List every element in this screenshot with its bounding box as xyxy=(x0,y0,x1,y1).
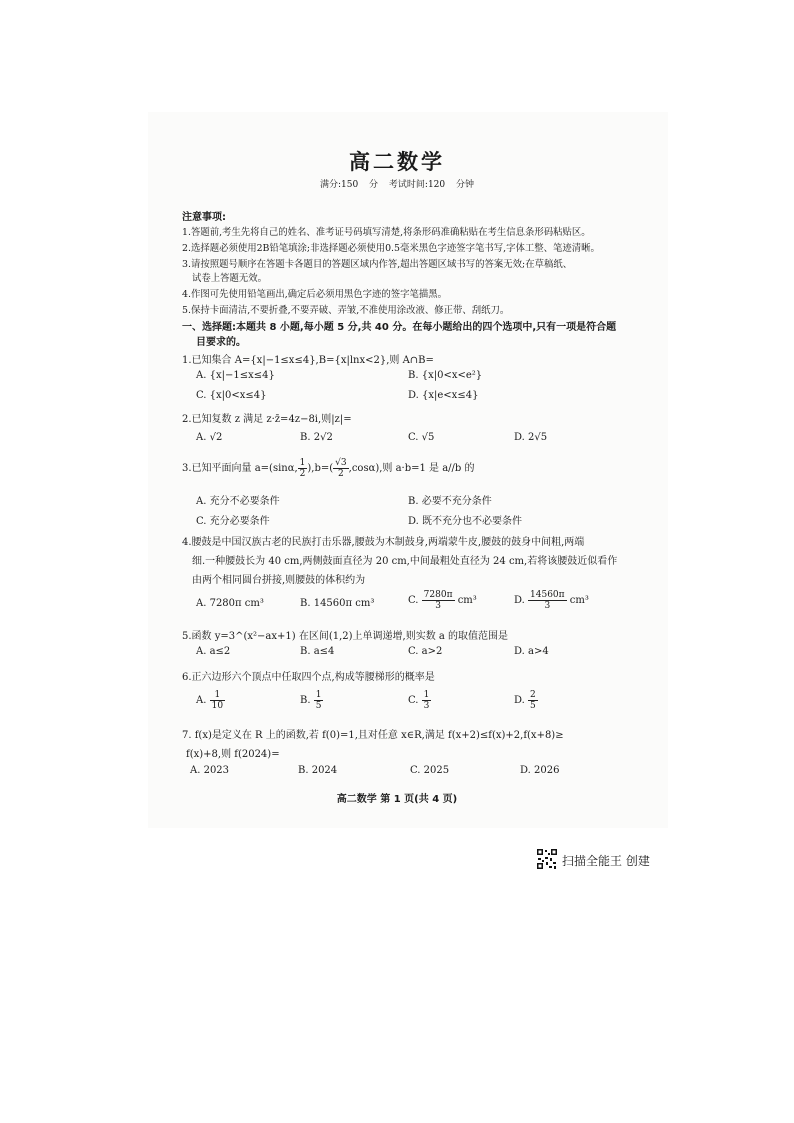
question-1-option-c: C. {x|0<x≤4} xyxy=(196,390,267,401)
fraction-sqrt3-half xyxy=(333,458,348,479)
option-fraction xyxy=(422,690,432,711)
note-1: 1.答题前,考生先将自己的姓名、准考证号码填写清楚,将条形码准确粘贴在考生信息条形码粘贴区。 xyxy=(182,227,591,238)
option-letter: A. xyxy=(196,695,207,706)
question-4-option-a: A. 7280π cm³ xyxy=(196,598,264,609)
question-2-option-b: B. 2√2 xyxy=(300,432,333,443)
note-4: 4.作图可先使用铅笔画出,确定后必须用黑色字迹的签字笔描黑。 xyxy=(182,289,448,300)
fraction-numerator: 7280π xyxy=(423,590,453,600)
option-fraction xyxy=(314,690,324,711)
fraction-numerator: 14560π xyxy=(530,590,565,600)
question-3-stem-post: ,cosα),则 a·b=1 是 a//b 的 xyxy=(348,463,475,474)
question-7-line-2: f(x)+8,则 f(2024)= xyxy=(186,749,280,760)
question-1-option-b: B. {x|0<x<e²} xyxy=(408,370,483,381)
question-2-option-d: D. 2√5 xyxy=(514,432,548,443)
question-3-option-c: C. 充分必要条件 xyxy=(196,516,270,527)
option-fraction xyxy=(528,690,538,711)
option-letter: D. xyxy=(514,595,525,606)
note-3: 3.请按照题号顺序在答题卡各题目的答题区域内作答,超出答题区域书写的答案无效;在草稿纸、 xyxy=(182,259,573,270)
note-2: 2.选择题必须使用2B铅笔填涂;非选择题必须使用0.5毫米黑色字迹签字笔书写,字体工整、笔迹清晰。 xyxy=(182,243,600,254)
question-6-option-a xyxy=(196,690,225,711)
note-5: 5.保持卡面清洁,不要折叠,不要弄破、弄皱,不准使用涂改液、修正带、刮纸刀。 xyxy=(182,305,510,316)
option-letter: D. xyxy=(514,695,525,706)
question-6-option-c xyxy=(408,690,431,711)
option-unit: cm³ xyxy=(457,595,477,606)
fraction-numerator: √3 xyxy=(335,458,347,468)
page-footer: 高二数学 第 1 页(共 4 页) xyxy=(336,794,458,805)
question-5-stem: 5.函数 y=3^(x²−ax+1) 在区间(1,2)上单调递增,则实数 a 的取值范围是 xyxy=(182,631,509,642)
question-1-option-d: D. {x|e<x≤4} xyxy=(408,390,479,401)
question-5-option-b: B. a≤4 xyxy=(300,646,335,657)
question-3-stem-mid: ),b=( xyxy=(307,463,334,474)
option-fraction xyxy=(210,690,225,711)
fraction-denominator: 3 xyxy=(544,601,551,611)
fraction-denominator: 2 xyxy=(338,469,344,479)
section-heading-cont: 目要求的。 xyxy=(196,337,246,348)
fraction-one-half xyxy=(298,458,308,479)
question-5-option-d: D. a>4 xyxy=(514,646,549,657)
fraction-denominator: 5 xyxy=(530,701,536,711)
fraction-denominator: 2 xyxy=(299,469,306,479)
question-3-option-a: A. 充分不必要条件 xyxy=(196,496,280,507)
question-7-option-b: B. 2024 xyxy=(298,765,338,776)
option-fraction xyxy=(528,590,567,611)
question-6-stem: 6.正六边形六个顶点中任取四个点,构成等腰梯形的概率是 xyxy=(182,672,435,683)
question-6-option-d xyxy=(514,690,538,711)
note-3-cont: 试卷上答题无效。 xyxy=(192,273,268,284)
question-3-stem xyxy=(182,458,475,479)
question-7-line-1: 7. f(x)是定义在 R 上的函数,若 f(0)=1,且对任意 x∈R,满足 f(x+2)≤f(x)+2,f(x+8)≥ xyxy=(182,730,564,741)
question-2-option-c: C. √5 xyxy=(408,432,435,443)
fraction-denominator: 10 xyxy=(211,701,224,711)
fraction-denominator: 3 xyxy=(423,701,430,711)
exam-meta: 满分:150 分 考试时间:120 分钟 xyxy=(319,180,474,190)
question-3-stem-pre: 3.已知平面向量 a=(sinα, xyxy=(182,463,298,474)
question-7-option-c: C. 2025 xyxy=(410,765,450,776)
option-letter: B. xyxy=(300,695,311,706)
option-fraction xyxy=(422,590,455,611)
question-7-option-d: D. 2026 xyxy=(520,765,560,776)
fraction-denominator: 5 xyxy=(315,701,322,711)
question-2-stem: 2.已知复数 z 满足 z·z̄=4z−8i,则|z|= xyxy=(182,414,352,425)
section-heading: 一、选择题:本题共 8 小题,每小题 5 分,共 40 分。在每小题给出的四个选项中,只有一项是符合题 xyxy=(182,322,617,333)
qr-code-icon xyxy=(536,848,558,870)
question-4-option-c xyxy=(408,590,477,611)
option-letter: C. xyxy=(408,595,419,606)
question-3-option-d: D. 既不充分也不必要条件 xyxy=(408,516,523,527)
fraction-numerator: 1 xyxy=(210,690,225,701)
question-4-line-1: 4.腰鼓是中国汉族古老的民族打击乐器,腰鼓为木制鼓身,两端蒙牛皮,腰鼓的鼓身中间粗,两端 xyxy=(182,537,585,548)
question-3-option-b: B. 必要不充分条件 xyxy=(408,496,492,507)
fraction-numerator: 1 xyxy=(299,458,306,468)
option-letter: C. xyxy=(408,695,419,706)
question-5-option-c: C. a>2 xyxy=(408,646,443,657)
question-1-stem: 1.已知集合 A={x|−1≤x≤4},B={x|lnx<2},则 A∩B= xyxy=(182,355,434,366)
question-4-line-3: 由两个相同圆台拼接,则腰鼓的体积约为 xyxy=(192,575,366,586)
question-7-option-a: A. 2023 xyxy=(190,765,230,776)
question-6-option-b xyxy=(300,690,323,711)
page-title: 高二数学 xyxy=(349,150,445,174)
question-4-option-d xyxy=(514,590,589,611)
question-5-option-a: A. a≤2 xyxy=(196,646,231,657)
question-4-option-b: B. 14560π cm³ xyxy=(300,598,375,609)
question-4-line-2: 细.一种腰鼓长为 40 cm,两侧鼓面直径为 20 cm,中间最粗处直径为 24 cm,若将该腰鼓近似看作 xyxy=(192,556,618,567)
fraction-numerator: 1 xyxy=(423,690,430,700)
fraction-denominator: 3 xyxy=(435,601,441,611)
question-1-option-a: A. {x|−1≤x≤4} xyxy=(196,370,275,381)
fraction-numerator: 2 xyxy=(530,690,536,700)
option-unit: cm³ xyxy=(569,595,589,606)
scanner-watermark-label: 扫描全能王 创建 xyxy=(562,854,650,868)
notes-heading: 注意事项: xyxy=(182,212,226,223)
question-2-option-a: A. √2 xyxy=(196,432,223,443)
fraction-numerator: 1 xyxy=(315,690,322,700)
